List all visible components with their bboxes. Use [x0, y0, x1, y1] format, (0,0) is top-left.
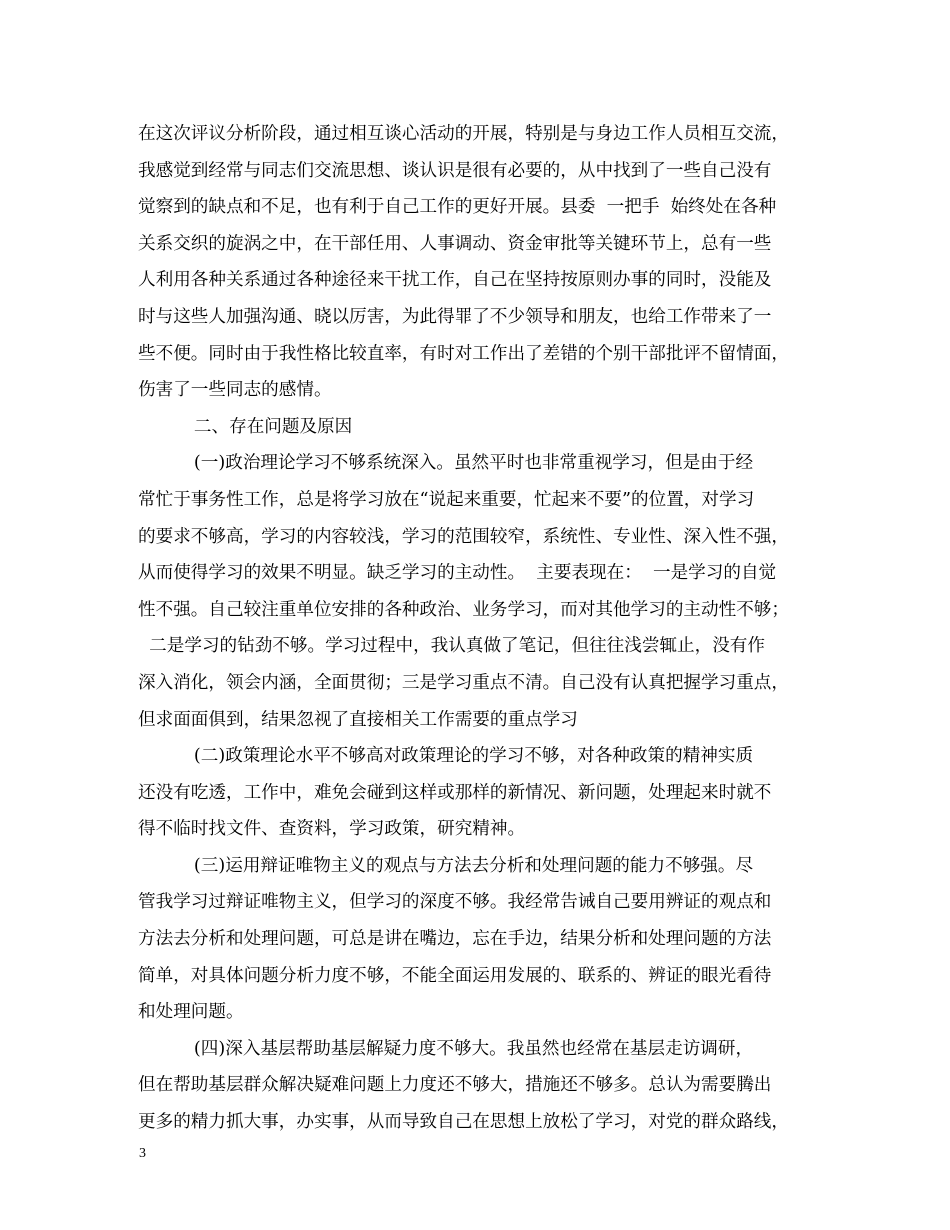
text-line: (三)运用辩证唯物主义的观点与方法去分析和处理问题的能力不够强。尽 — [138, 855, 754, 876]
text-line: 的要求不够高，学习的内容较浅，学习的范围较窄，系统性、专业性、深入性不强， — [138, 526, 789, 547]
text-line: (一)政治理论学习不够系统深入。虽然平时也非常重视学习，但是由于经 — [138, 453, 754, 474]
section-heading: 二、存在问题及原因 — [138, 416, 353, 437]
text-line: 深入消化，领会内涵，全面贯彻；三是学习重点不清。自己没有认真把握学习重点， — [138, 672, 789, 693]
text-line: 从而使得学习的效果不明显。缺乏学习的主动性。 主要表现在： 一是学习的自觉 — [138, 563, 777, 584]
text-line: (二)政策理论水平不够高对政策理论的学习不够，对各种政策的精神实质 — [138, 746, 754, 767]
text-line: (四)深入基层帮助基层解疑力度不够大。我虽然也经常在基层走访调研， — [138, 1038, 754, 1059]
text-line: 得不临时找文件、查资料，学习政策，研究精神。 — [138, 819, 526, 840]
text-line: 方法去分析和处理问题，可总是讲在嘴边，忘在手边，结果分析和处理问题的方法 — [138, 929, 772, 950]
text-line: 但在帮助基层群众解决疑难问题上力度还不够大，措施还不够多。总认为需要腾出 — [138, 1075, 772, 1096]
text-line: 关系交织的旋涡之中，在干部任用、人事调动、资金审批等关键环节上，总有一些 — [138, 233, 772, 254]
text-line: 二是学习的钻劲不够。学习过程中，我认真做了笔记，但往往浅尝辄止，没有作 — [138, 636, 765, 657]
text-line: 简单，对具体问题分析力度不够，不能全面运用发展的、联系的、辨证的眼光看待 — [138, 965, 772, 986]
text-line: 性不强。自己较注重单位安排的各种政治、业务学习，而对其他学习的主动性不够； — [138, 599, 789, 620]
text-line: 还没有吃透，工作中，难免会碰到这样或那样的新情况、新问题，处理起来时就不 — [138, 782, 772, 803]
text-line: 时与这些人加强沟通、晓以厉害，为此得罪了不少领导和朋友，也给工作带来了一 — [138, 306, 772, 327]
body-text — [138, 116, 818, 1141]
text-line: 些不便。同时由于我性格比较直率，有时对工作出了差错的个别干部批评不留情面， — [138, 343, 789, 364]
text-line: 伤害了一些同志的感情。 — [138, 380, 332, 401]
text-line: 和处理问题。 — [138, 1002, 244, 1023]
text-line: 觉察到的缺点和不足，也有利于自己工作的更好开展。县委 一把手 始终处在各种 — [138, 197, 777, 218]
text-line: 管我学习过辩证唯物主义，但学习的深度不够。我经常告诫自己要用辨证的观点和 — [138, 892, 772, 913]
text-line: 常忙于事务性工作，总是将学习放在“说起来重要，忙起来不要”的位置，对学习 — [138, 489, 755, 510]
text-line: 更多的精力抓大事，办实事，从而导致自己在思想上放松了学习，对党的群众路线， — [138, 1112, 789, 1133]
page-number: 3 — [139, 1146, 146, 1161]
text-line: 在这次评议分析阶段，通过相互谈心活动的开展，特别是与身边工作人员相互交流， — [138, 124, 789, 144]
text-line: 但求面面俱到，结果忽视了直接相关工作需要的重点学习 — [138, 709, 578, 730]
text-line: 我感觉到经常与同志们交流思想、谈认识是很有必要的，从中找到了一些自己没有 — [138, 160, 772, 181]
text-line: 人利用各种关系通过各种途径来干扰工作，自己在坚持按原则办事的同时，没能及 — [138, 270, 772, 291]
